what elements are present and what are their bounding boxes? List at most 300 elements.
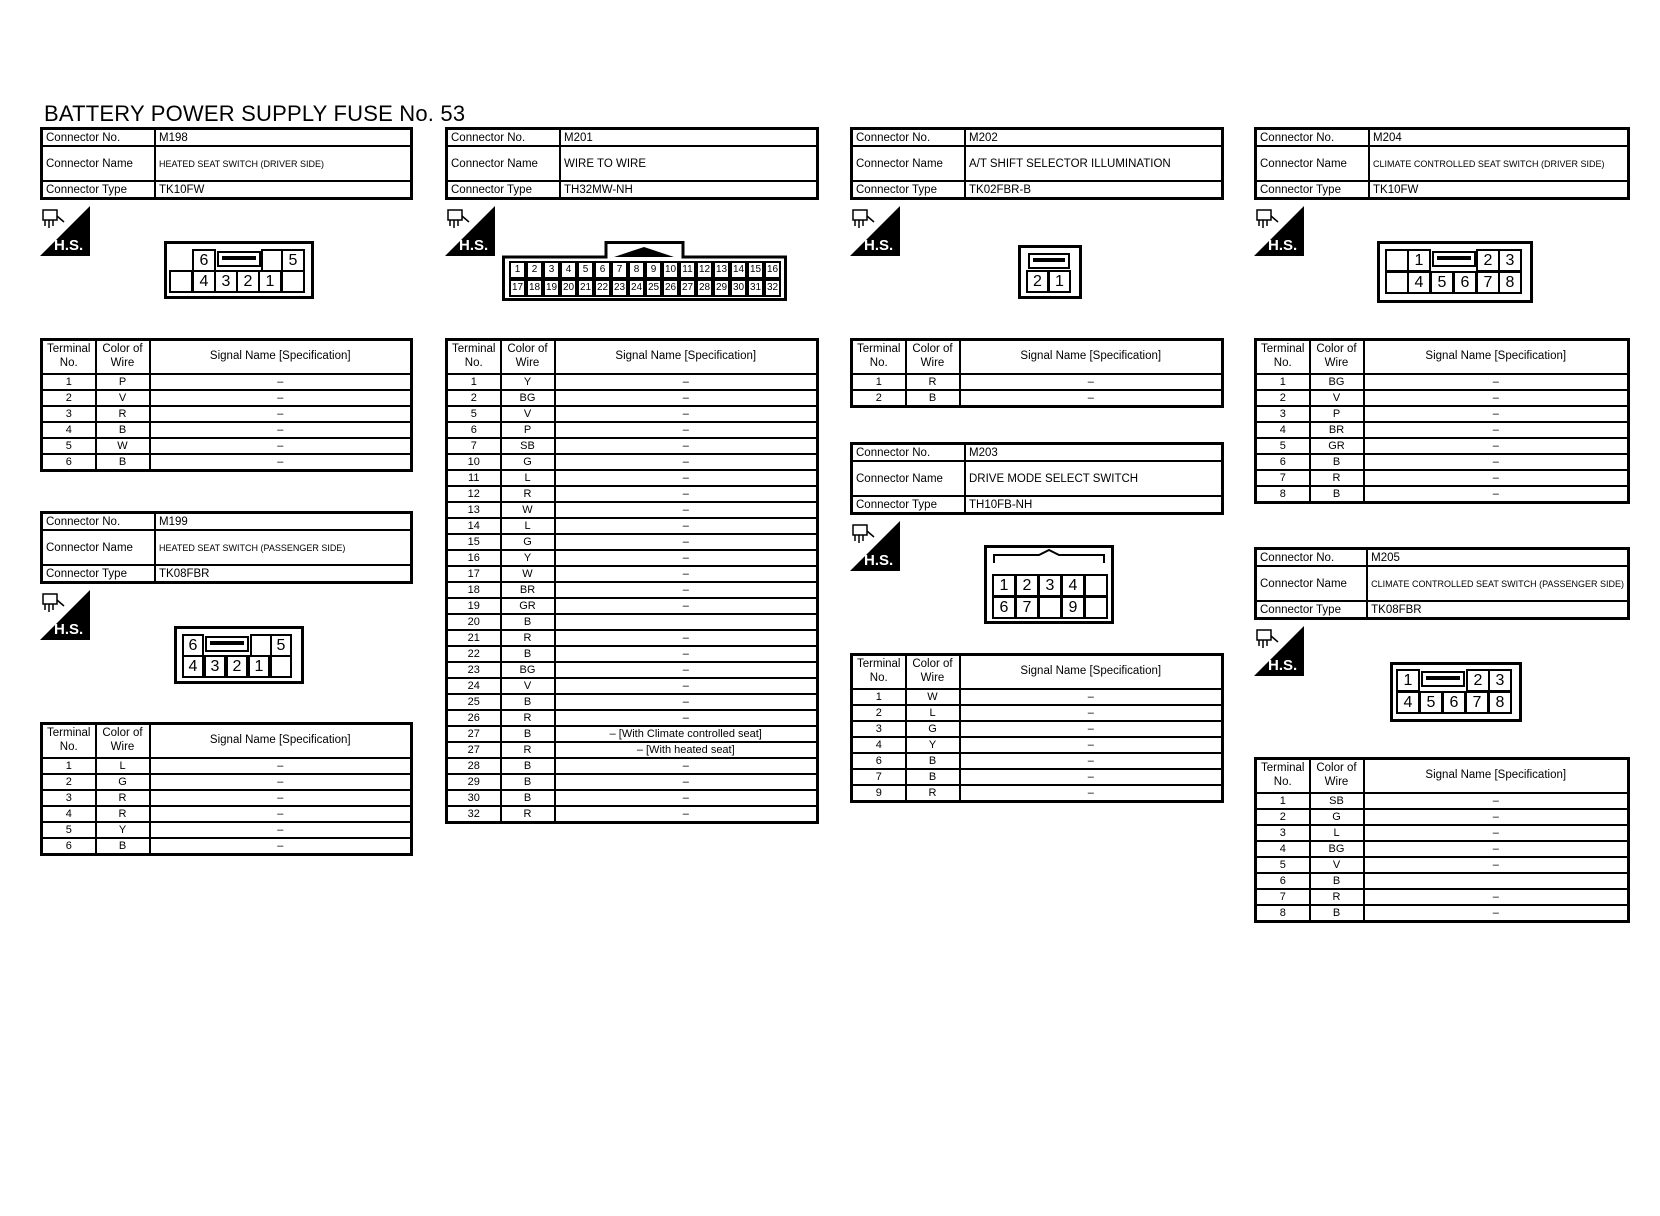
face-pin: 22 xyxy=(594,279,611,297)
face-pin xyxy=(1084,596,1108,619)
terminal-no: 1 xyxy=(42,758,96,774)
signal-name: – xyxy=(555,790,818,806)
wire-color: B xyxy=(906,390,960,407)
signal-name: – xyxy=(150,390,412,406)
connector-no-value: M205 xyxy=(1367,549,1628,567)
pin-row xyxy=(1256,438,1629,454)
face-pin: 20 xyxy=(560,279,577,297)
pin-row xyxy=(42,758,412,774)
face-pin: 2 xyxy=(1476,249,1500,272)
face-pin: 5 xyxy=(577,261,594,279)
terminal-no: 6 xyxy=(42,838,96,855)
terminal-no: 2 xyxy=(42,390,96,406)
wire-color: Y xyxy=(906,737,960,753)
face-pin: 15 xyxy=(747,261,764,279)
terminal-no: 18 xyxy=(447,582,501,598)
face-pin: 7 xyxy=(1015,596,1039,619)
connector-key xyxy=(217,251,261,267)
signal-name: – xyxy=(555,566,818,582)
pin-table-m198 xyxy=(40,338,413,472)
terminal-no: 7 xyxy=(1256,470,1310,486)
signal-name: – xyxy=(1364,470,1629,486)
wire-color: R xyxy=(1310,470,1364,486)
wire-color: R xyxy=(96,790,150,806)
wire-color: W xyxy=(906,689,960,705)
signal-name: – xyxy=(960,721,1223,737)
face-pin: 9 xyxy=(1061,596,1085,619)
terminal-no: 23 xyxy=(447,662,501,678)
face-pin: 4 xyxy=(182,655,204,678)
face-pin: 6 xyxy=(1453,271,1477,294)
pin-row xyxy=(42,822,412,838)
face-pin: 2 xyxy=(236,270,260,293)
hs-graphic xyxy=(445,206,495,256)
pin-row xyxy=(1256,406,1629,422)
harness-side-icon xyxy=(1254,626,1304,676)
terminal-no: 1 xyxy=(1256,793,1310,809)
terminal-no: 6 xyxy=(1256,873,1310,889)
signal-name: – xyxy=(1364,406,1629,422)
signal-name: – xyxy=(555,454,818,470)
terminal-no: 3 xyxy=(1256,406,1310,422)
terminal-no: 4 xyxy=(852,737,906,753)
page-title: BATTERY POWER SUPPLY FUSE No. 53 xyxy=(44,101,466,126)
face-pin: 30 xyxy=(730,279,747,297)
pin-row xyxy=(852,390,1223,407)
harness-side-icon xyxy=(850,521,900,571)
pin-row xyxy=(447,646,818,662)
signal-name: – xyxy=(150,838,412,855)
wire-color: BG xyxy=(501,662,555,678)
harness-side-icon xyxy=(40,206,90,256)
signal-name: – xyxy=(1364,454,1629,470)
connector-name-value: HEATED SEAT SWITCH (PASSENGER SIDE) xyxy=(155,530,412,565)
face-pin: 4 xyxy=(1396,691,1420,714)
connector-type-value: TK08FBR xyxy=(155,565,412,583)
face-pin: 5 xyxy=(1419,691,1443,714)
pin-row xyxy=(1256,889,1629,905)
terminal-no: 13 xyxy=(447,502,501,518)
face-pin: 5 xyxy=(1430,271,1454,294)
pin-row xyxy=(447,390,818,406)
signal-name: – xyxy=(555,390,818,406)
pin-table-m203 xyxy=(850,653,1224,803)
wire-color: B xyxy=(501,774,555,790)
face-pin: 16 xyxy=(764,261,781,279)
wire-color: G xyxy=(96,774,150,790)
hs-label: H.S. xyxy=(459,237,489,254)
pin-row xyxy=(42,774,412,790)
pin-row xyxy=(42,406,412,422)
face-pin xyxy=(281,270,305,293)
terminal-no: 16 xyxy=(447,550,501,566)
connector-name-value: HEATED SEAT SWITCH (DRIVER SIDE) xyxy=(155,146,412,181)
face-pin xyxy=(250,634,272,657)
signal-name: – xyxy=(150,454,412,471)
signal-name: – xyxy=(555,374,818,390)
wire-color: V xyxy=(1310,390,1364,406)
terminal-no: 8 xyxy=(1256,905,1310,922)
signal-name: – xyxy=(150,374,412,390)
pin-row xyxy=(447,534,818,550)
terminal-no: 29 xyxy=(447,774,501,790)
signal-name: – xyxy=(555,406,818,422)
connector-name-value: DRIVE MODE SELECT SWITCH xyxy=(965,461,1223,496)
terminal-no: 3 xyxy=(42,406,96,422)
signal-name xyxy=(555,614,818,630)
pin-row xyxy=(1256,793,1629,809)
face-pin: 6 xyxy=(192,249,216,272)
wire-color: P xyxy=(1310,406,1364,422)
signal-name: – xyxy=(555,518,818,534)
pin-row xyxy=(42,374,412,390)
connector-type-value: TK10FW xyxy=(155,181,412,199)
terminal-no: 15 xyxy=(447,534,501,550)
connector-no-label: Connector No. xyxy=(852,129,966,147)
terminal-no: 2 xyxy=(42,774,96,790)
terminal-no: 27 xyxy=(447,742,501,758)
terminal-no: 2 xyxy=(852,390,906,407)
pin-row xyxy=(447,502,818,518)
terminal-no: 1 xyxy=(447,374,501,390)
connector-no-label: Connector No. xyxy=(42,513,156,531)
col-signal-name: Signal Name [Specification] xyxy=(150,724,412,759)
wire-color: Y xyxy=(501,374,555,390)
wire-color: G xyxy=(501,534,555,550)
pin-row xyxy=(42,454,412,471)
signal-name: – xyxy=(555,806,818,823)
terminal-no: 4 xyxy=(1256,422,1310,438)
pin-row xyxy=(447,470,818,486)
pin-row xyxy=(447,406,818,422)
terminal-no: 10 xyxy=(447,454,501,470)
face-pin: 1 xyxy=(1407,249,1431,272)
face-pin: 8 xyxy=(628,261,645,279)
face-pin: 5 xyxy=(281,249,305,272)
face-pin: 29 xyxy=(713,279,730,297)
terminal-no: 32 xyxy=(447,806,501,823)
pin-row xyxy=(1256,841,1629,857)
face-pin xyxy=(1084,574,1108,597)
face-pin: 10 xyxy=(662,261,679,279)
wire-color: BG xyxy=(1310,841,1364,857)
col-color-of-wire: Color of Wire xyxy=(501,340,555,375)
connector-no-value: M203 xyxy=(965,444,1223,462)
face-pin: 14 xyxy=(730,261,747,279)
wire-color: B xyxy=(96,838,150,855)
signal-name: – xyxy=(1364,841,1629,857)
signal-name: – xyxy=(555,774,818,790)
face-pin: 25 xyxy=(645,279,662,297)
terminal-no: 6 xyxy=(852,753,906,769)
col-signal-name: Signal Name [Specification] xyxy=(150,340,412,375)
hs-graphic xyxy=(1254,206,1304,256)
wire-color: G xyxy=(1310,809,1364,825)
pin-row xyxy=(447,582,818,598)
pin-row xyxy=(1256,873,1629,889)
face-pin: 1 xyxy=(248,655,270,678)
connector-no-value: M199 xyxy=(155,513,412,531)
terminal-no: 28 xyxy=(447,758,501,774)
face-pin: 3 xyxy=(1488,669,1512,692)
terminal-no: 19 xyxy=(447,598,501,614)
face-pin: 2 xyxy=(1026,270,1049,293)
terminal-no: 5 xyxy=(42,822,96,838)
signal-name: – xyxy=(555,678,818,694)
wire-color: V xyxy=(501,678,555,694)
wire-color: V xyxy=(1310,857,1364,873)
pin-row xyxy=(852,721,1223,737)
signal-name: – xyxy=(150,822,412,838)
signal-name: – xyxy=(555,534,818,550)
connector-header-m203 xyxy=(850,442,1224,515)
connector-type-label: Connector Type xyxy=(42,181,156,199)
connector-no-value: M202 xyxy=(965,129,1223,147)
face-pin: 6 xyxy=(594,261,611,279)
face-pin: 3 xyxy=(214,270,238,293)
wire-color: B xyxy=(501,614,555,630)
face-pin: 1 xyxy=(1048,270,1071,293)
pin-row xyxy=(447,774,818,790)
connector-name-label: Connector Name xyxy=(852,146,966,181)
terminal-no: 25 xyxy=(447,694,501,710)
terminal-no: 20 xyxy=(447,614,501,630)
harness-side-icon xyxy=(445,206,495,256)
pin-row xyxy=(447,726,818,742)
pin-row xyxy=(1256,390,1629,406)
signal-name: – xyxy=(150,406,412,422)
col-signal-name: Signal Name [Specification] xyxy=(1364,340,1629,375)
connector-header-m202 xyxy=(850,127,1224,200)
col-terminal-no: Terminal No. xyxy=(852,655,906,690)
connector-name-label: Connector Name xyxy=(42,146,156,181)
face-pin: 8 xyxy=(1488,691,1512,714)
connector-type-value: TK08FBR xyxy=(1367,601,1628,619)
hs-label: H.S. xyxy=(864,237,894,254)
wire-color: L xyxy=(96,758,150,774)
wire-color: B xyxy=(501,758,555,774)
wire-color: R xyxy=(501,806,555,823)
wire-color: W xyxy=(501,502,555,518)
hs-label: H.S. xyxy=(1268,657,1298,674)
face-pin xyxy=(1385,249,1409,272)
face-pin: 21 xyxy=(577,279,594,297)
wire-color: P xyxy=(501,422,555,438)
terminal-no: 21 xyxy=(447,630,501,646)
wire-color: B xyxy=(1310,873,1364,889)
pin-row xyxy=(1256,825,1629,841)
signal-name: – xyxy=(1364,390,1629,406)
connector-key xyxy=(1432,251,1476,267)
connector-type-value: TK02FBR-B xyxy=(965,181,1223,199)
col-color-of-wire: Color of Wire xyxy=(96,724,150,759)
connector-no-label: Connector No. xyxy=(852,444,966,462)
face-pin: 7 xyxy=(1476,271,1500,294)
pin-row xyxy=(447,438,818,454)
terminal-no: 5 xyxy=(42,438,96,454)
pin-row xyxy=(852,374,1223,390)
col-terminal-no: Terminal No. xyxy=(42,724,96,759)
pin-row xyxy=(852,769,1223,785)
hs-graphic xyxy=(1254,626,1304,676)
connector-name-value: CLIMATE CONTROLLED SEAT SWITCH (DRIVER SIDE) xyxy=(1369,146,1629,181)
signal-name: – xyxy=(960,374,1223,390)
terminal-no: 30 xyxy=(447,790,501,806)
connector-name-label: Connector Name xyxy=(447,146,561,181)
face-pin: 24 xyxy=(628,279,645,297)
face-pin: 3 xyxy=(543,261,560,279)
pin-row xyxy=(447,566,818,582)
pin-row xyxy=(447,694,818,710)
terminal-no: 5 xyxy=(447,406,501,422)
face-pin: 4 xyxy=(192,270,216,293)
terminal-no: 4 xyxy=(42,422,96,438)
connector-no-label: Connector No. xyxy=(447,129,561,147)
face-pin: 28 xyxy=(696,279,713,297)
face-pin: 13 xyxy=(713,261,730,279)
signal-name: – xyxy=(960,705,1223,721)
wire-color: B xyxy=(1310,905,1364,922)
face-pin: 2 xyxy=(226,655,248,678)
pin-row xyxy=(447,518,818,534)
face-pin: 1 xyxy=(1396,669,1420,692)
pin-row xyxy=(447,662,818,678)
terminal-no: 22 xyxy=(447,646,501,662)
col-terminal-no: Terminal No. xyxy=(1256,759,1310,794)
hs-graphic xyxy=(40,590,90,640)
face-pin: 18 xyxy=(526,279,543,297)
hs-graphic xyxy=(850,521,900,571)
pin-table-m201 xyxy=(445,338,819,824)
wire-color: W xyxy=(96,438,150,454)
wire-color: SB xyxy=(501,438,555,454)
hs-label: H.S. xyxy=(54,237,84,254)
connector-header-m198 xyxy=(40,127,413,200)
terminal-no: 24 xyxy=(447,678,501,694)
hs-graphic xyxy=(40,206,90,256)
terminal-no: 7 xyxy=(447,438,501,454)
wire-color: B xyxy=(906,753,960,769)
face-pin: 2 xyxy=(1015,574,1039,597)
pin-row xyxy=(852,737,1223,753)
signal-name: – xyxy=(1364,486,1629,503)
wire-color: GR xyxy=(501,598,555,614)
signal-name: – xyxy=(555,502,818,518)
wire-color: L xyxy=(1310,825,1364,841)
terminal-no: 17 xyxy=(447,566,501,582)
col-terminal-no: Terminal No. xyxy=(1256,340,1310,375)
terminal-no: 5 xyxy=(1256,857,1310,873)
connector-type-value: TH32MW-NH xyxy=(560,181,818,199)
terminal-no: 7 xyxy=(1256,889,1310,905)
wire-color: L xyxy=(501,518,555,534)
signal-name: – xyxy=(555,438,818,454)
pin-row xyxy=(1256,374,1629,390)
terminal-no: 14 xyxy=(447,518,501,534)
signal-name: – xyxy=(960,769,1223,785)
connector-header-m199 xyxy=(40,511,413,584)
wire-color: Y xyxy=(501,550,555,566)
face-pin xyxy=(169,270,193,293)
signal-name: – xyxy=(1364,905,1629,922)
pin-row xyxy=(447,374,818,390)
connector-name-label: Connector Name xyxy=(42,530,156,565)
hs-label: H.S. xyxy=(864,552,894,569)
col-signal-name: Signal Name [Specification] xyxy=(1364,759,1629,794)
connector-name-label: Connector Name xyxy=(1256,566,1368,601)
face-pin: 12 xyxy=(696,261,713,279)
pin-table-m202 xyxy=(850,338,1224,408)
wire-color: R xyxy=(501,630,555,646)
wire-color: R xyxy=(1310,889,1364,905)
terminal-no: 4 xyxy=(42,806,96,822)
face-pin: 3 xyxy=(204,655,226,678)
col-signal-name: Signal Name [Specification] xyxy=(960,655,1223,690)
pin-row xyxy=(42,422,412,438)
connector-name-value: WIRE TO WIRE xyxy=(560,146,818,181)
connector-type-label: Connector Type xyxy=(1256,601,1368,619)
wire-color: Y xyxy=(96,822,150,838)
wire-color: R xyxy=(906,785,960,802)
terminal-no: 6 xyxy=(42,454,96,471)
pin-row xyxy=(447,742,818,758)
face-pin: 32 xyxy=(764,279,781,297)
pin-table-m199 xyxy=(40,722,413,856)
wire-color: GR xyxy=(1310,438,1364,454)
terminal-no: 6 xyxy=(447,422,501,438)
connector-header-m205 xyxy=(1254,547,1630,620)
signal-name: – xyxy=(555,758,818,774)
col-color-of-wire: Color of Wire xyxy=(1310,759,1364,794)
terminal-no: 2 xyxy=(447,390,501,406)
face-pin xyxy=(1385,271,1409,294)
connector-type-label: Connector Type xyxy=(1256,181,1370,199)
pin-row xyxy=(42,390,412,406)
signal-name: – xyxy=(555,422,818,438)
face-pin: 4 xyxy=(560,261,577,279)
pin-row xyxy=(447,550,818,566)
wire-color: R xyxy=(501,486,555,502)
connector-header-m204 xyxy=(1254,127,1630,200)
wire-color: BG xyxy=(501,390,555,406)
wire-color: BR xyxy=(501,582,555,598)
pin-row xyxy=(447,598,818,614)
col-terminal-no: Terminal No. xyxy=(852,340,906,375)
terminal-no: 2 xyxy=(1256,809,1310,825)
connector-no-label: Connector No. xyxy=(42,129,156,147)
face-pin: 19 xyxy=(543,279,560,297)
pin-row xyxy=(447,790,818,806)
wire-color: B xyxy=(96,454,150,471)
terminal-no: 6 xyxy=(1256,454,1310,470)
terminal-no: 4 xyxy=(1256,841,1310,857)
wire-color: R xyxy=(96,406,150,422)
face-pin: 4 xyxy=(1061,574,1085,597)
terminal-no: 2 xyxy=(1256,390,1310,406)
wire-color: L xyxy=(906,705,960,721)
wire-color: R xyxy=(501,742,555,758)
terminal-no: 8 xyxy=(1256,486,1310,503)
face-pin: 8 xyxy=(1498,271,1522,294)
wire-color: B xyxy=(906,769,960,785)
signal-name: – xyxy=(555,470,818,486)
signal-name: – xyxy=(1364,793,1629,809)
pin-row xyxy=(852,689,1223,705)
col-color-of-wire: Color of Wire xyxy=(96,340,150,375)
connector-name-value: CLIMATE CONTROLLED SEAT SWITCH (PASSENGER SIDE) xyxy=(1367,566,1628,601)
signal-name: – xyxy=(555,582,818,598)
hs-label: H.S. xyxy=(1268,237,1298,254)
